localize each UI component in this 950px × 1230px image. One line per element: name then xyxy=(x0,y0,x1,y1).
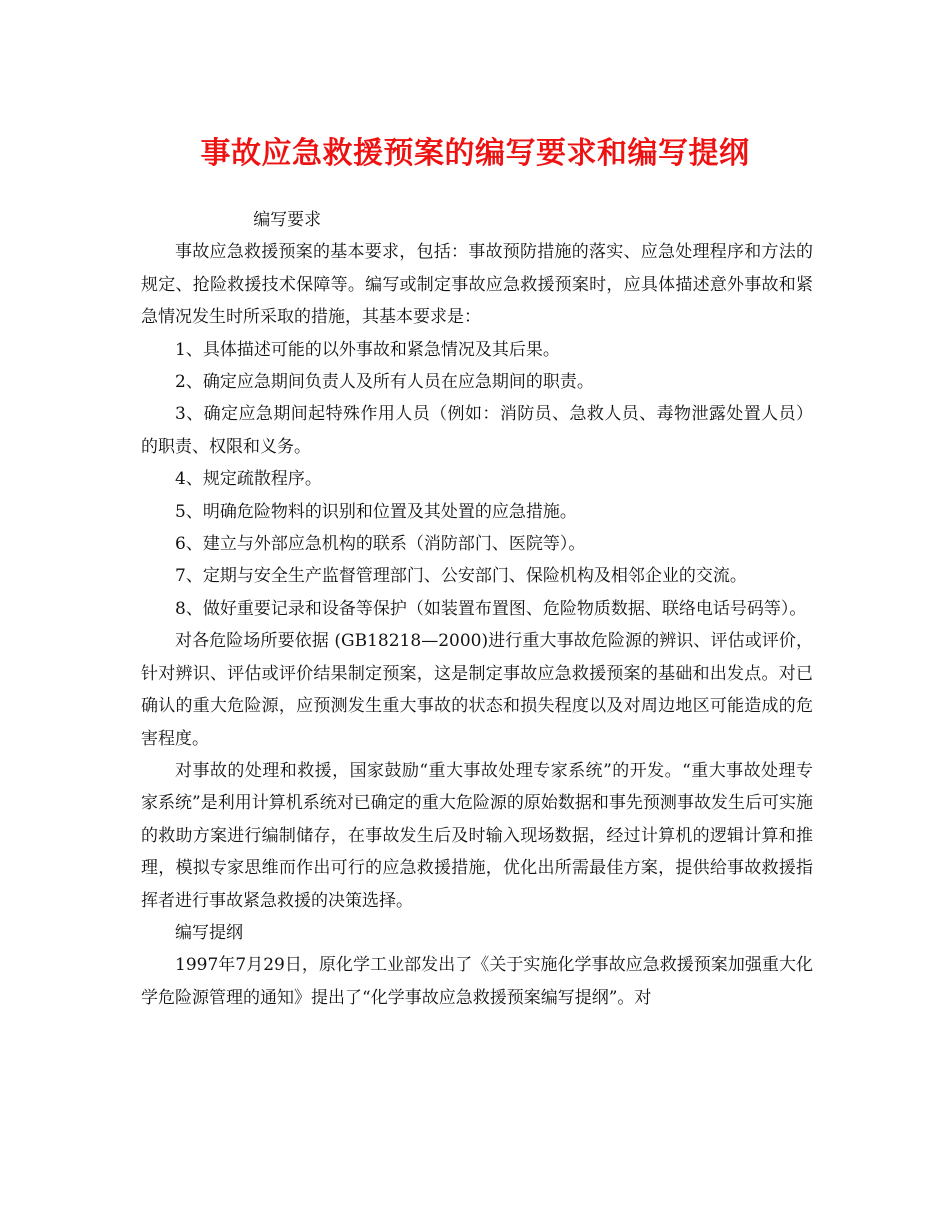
list-item-4: 4、规定疏散程序。 xyxy=(175,469,322,490)
document-body xyxy=(141,204,813,1014)
paragraph-hazard-identification: 对各危险场所要依据 (GB18218—2000)进行重大事故危险源的辨识、评估或评价，针对辨识、评估或评价结果制定预案，这是制定事故应急救援预案的基础和出发点。对已确认的重大危险源，应预测发生重大事故的状态和损失程度以及对周边地区可能造成的危害程度。 xyxy=(141,631,813,749)
list-item-2: 2、确定应急期间负责人及所有人员在应急期间的职责。 xyxy=(175,372,594,393)
paragraph-basic-requirements: 事故应急救援预案的基本要求，包括：事故预防措施的落实、应急处理程序和方法的规定、抢险救援技术保障等。编写或制定事故应急救援预案时，应具体描述意外事故和紧急情况发生时所采取的措施，其基本要求是： xyxy=(141,242,813,328)
list-item-8: 8、做好重要记录和设备等保护（如装置布置图、危险物质数据、联络电话号码等）。 xyxy=(175,598,807,619)
section-heading-outline: 编写提纲 xyxy=(175,922,243,943)
paragraph-expert-system: 对事故的处理和救援，国家鼓励“重大事故处理专家系统”的开发。“重大事故处理专家系统”是利用计算机系统对已确定的重大危险源的原始数据和事先预测事故发生后可实施的救助方案进行编制储存，在事故发生后及时输入现场数据，经过计算机的逻辑计算和推理，模拟专家思维而作出可行的应急救援措施，优化出所需最佳方案，提供给事故救援指挥者进行事故紧急救援的决策选择。 xyxy=(141,760,813,911)
paragraph-outline-history: 1997年7月29日，原化学工业部发出了《关于实施化学事故应急救援预案加强重大化学危险源管理的通知》提出了“化学事故应急救援预案编写提纲”。对 xyxy=(141,955,813,1008)
section-heading-requirements: 编写要求 xyxy=(253,210,322,230)
list-item-3: 3、确定应急期间起特殊作用人员（例如：消防员、急救人员、毒物泄露处置人员）的职责、权限和义务。 xyxy=(141,404,813,457)
list-item-1: 1、具体描述可能的以外事故和紧急情况及其后果。 xyxy=(175,339,560,360)
list-item-6: 6、建立与外部应急机构的联系（消防部门、医院等）。 xyxy=(175,534,586,555)
document-title: 事故应急救援预案的编写要求和编写提纲 xyxy=(200,136,750,171)
list-item-7: 7、定期与安全生产监督管理部门、公安部门、保险机构及相邻企业的交流。 xyxy=(175,566,747,587)
list-item-5: 5、明确危险物料的识别和位置及其处置的应急措施。 xyxy=(175,501,577,522)
